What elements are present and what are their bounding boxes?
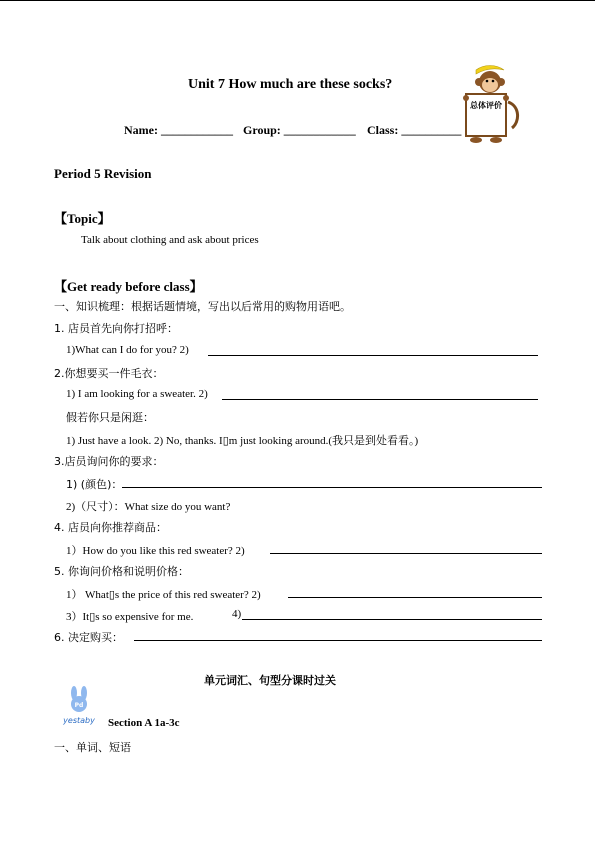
question-5: 5. 你询问价格和说明价格： [54,565,189,578]
page-title: Unit 7 How much are these socks? [188,77,393,92]
question-5-answer-2: 3）It▯s so expensive for me. [66,611,194,623]
answer-blank[interactable] [288,597,542,598]
question-5-answer-3: 4) [232,608,242,620]
question-3-size: 2)（尺寸）：What size do you want? [66,501,231,513]
section-label: Section A 1a-3c [108,717,180,729]
badge-text: 总体评价 [470,101,502,110]
question-2: 2.你想要买一件毛衣： [54,367,164,380]
answer-blank[interactable] [222,399,538,400]
question-4-answer: 1）How do you like this red sweater? 2) [66,545,245,557]
answer-blank[interactable] [270,553,542,554]
topic-heading: 【Topic】 [54,211,111,226]
question-3: 3.店员询问你的要求： [54,455,164,468]
question-1-answer: 1)What can I do for you? 2) [66,344,189,356]
question-1: 1. 店员首先向你打招呼： [54,322,178,335]
top-border [0,0,595,1]
get-ready-heading: 【Get ready before class】 [54,279,203,294]
question-3-color: 1) (颜色)： [66,478,123,491]
logo-text: yestaby [63,716,95,725]
name-field-label: Name: ____________ [124,123,233,137]
answer-blank[interactable] [134,640,542,641]
answer-blank[interactable] [208,355,538,356]
vocab-heading: 一、单词、短语 [54,741,131,754]
answer-blank[interactable] [122,487,542,488]
unit-section-heading: 单元词汇、句型分课时过关 [204,674,336,687]
rabbit-logo-icon [56,686,102,726]
period-heading: Period 5 Revision [54,166,152,181]
question-2-alt: 假若你只是闲逛： [66,411,154,424]
question-5-answer-1: 1） What▯s the price of this red sweater? 2) [66,589,261,601]
topic-text: Talk about clothing and ask about prices [81,234,259,246]
instruction-intro: 一、知识梳理：根据话题情境，写出以后常用的购物用语吧。 [54,300,351,313]
class-field-label: Class: __________ [367,123,462,137]
group-field-label: Group: ____________ [243,123,356,137]
answer-blank[interactable] [242,619,542,620]
question-4: 4. 店员向你推荐商品： [54,521,167,534]
monkey-evaluation-icon [458,62,522,146]
svg-text:Pd: Pd [74,702,84,709]
question-2-answer: 1) I am looking for a sweater. 2) [66,388,208,400]
question-6: 6. 决定购买： [54,631,123,644]
question-2-alt-answer: 1) Just have a look. 2) No, thanks. I▯m just looking around.(我只是到处看看。) [66,435,419,447]
